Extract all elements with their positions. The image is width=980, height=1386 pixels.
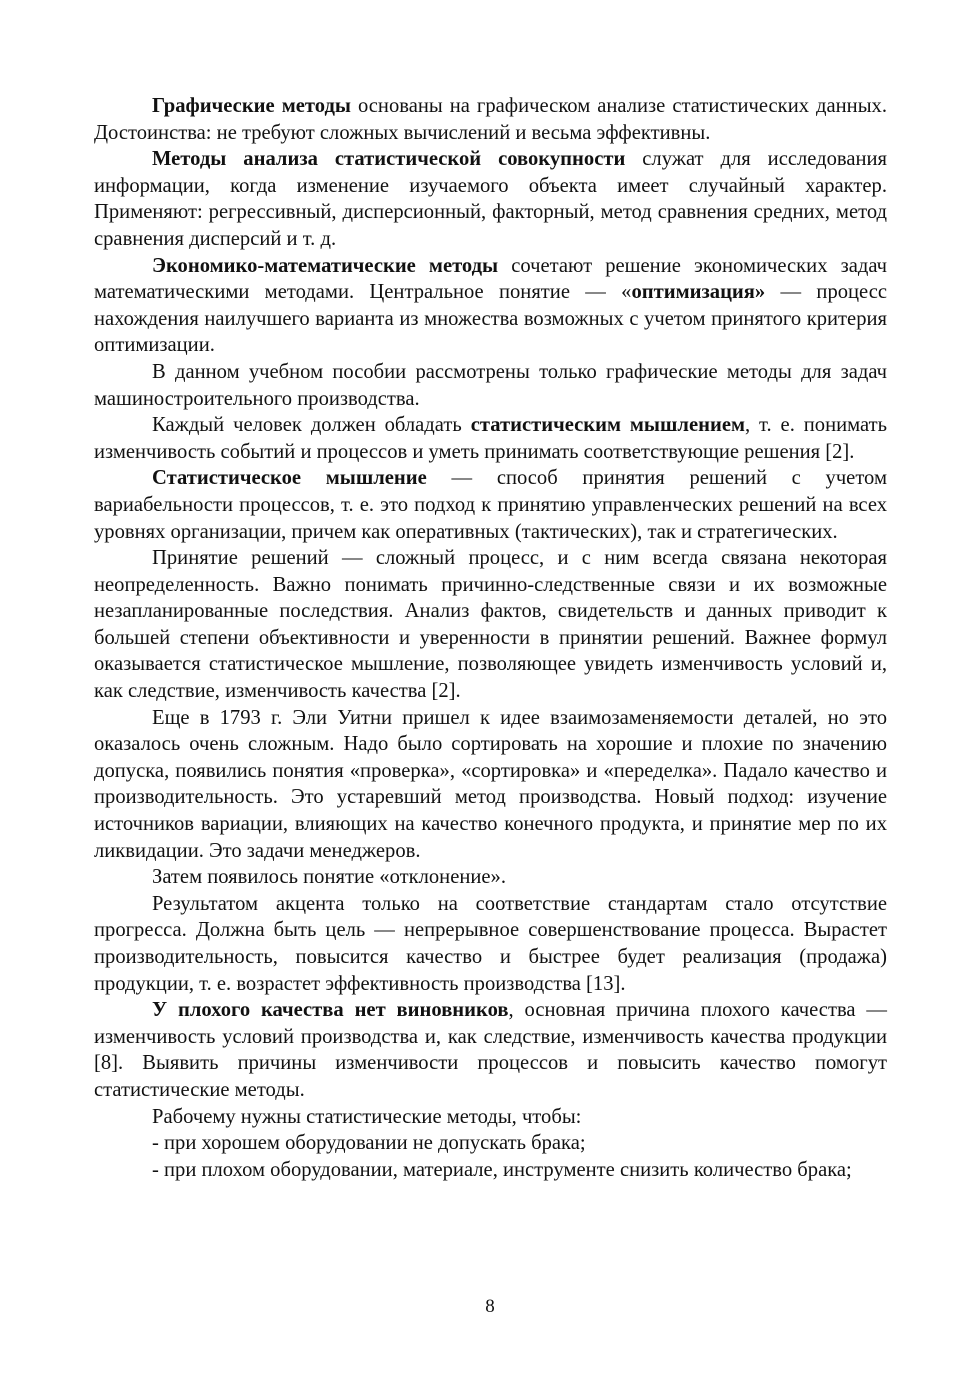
term-no-culprits: У плохого качества нет виновников	[152, 999, 509, 1022]
term-economic-math-methods: Экономико-математические методы	[152, 254, 499, 277]
term-statistical-thinking-definition: Статистическое мышление	[152, 467, 427, 490]
term-optimization: оптимизация»	[631, 281, 766, 304]
page-body	[94, 93, 887, 1183]
paragraph-eli-whitney: Еще в 1793 г. Эли Уитни пришел к идее взаимозаменяемости деталей, но это оказалось очень сложным. Надо было сортировать на хорошие и плохие по значению допуска, появились понятия «проверка», «сортировка» и «переделка». Падало качество и производительность. Это устаревший метод производства. Новый подход: изучение источников вариации, влияющих на качество конечного продукта, и принятие мер по их ликвидации. Это задачи менеджеров.	[94, 706, 887, 862]
page-number: 8	[485, 1296, 495, 1317]
paragraph-graphic-scope: В данном учебном пособии рассмотрены только графические методы для задач машиностроительного производства.	[94, 360, 887, 410]
paragraph-decision-making: Принятие решений — сложный процесс, и с ним всегда связана некоторая неопределенность. Важно понимать причинно-следственные связи и их возможные незапланированные последствия. Анализ фактов, свидетельств и данных приводит к большей степени объективности и уверенности в принятии решений. Важнее формул оказывается статистическое мышление, позволяющее увидеть изменчивость условий и, как следствие, изменчивость качества [2].	[94, 547, 887, 703]
list-item-good-equipment: - при хорошем оборудовании не допускать брака;	[152, 1132, 586, 1155]
paragraph-bad-quality: У плохого качества нет виновников, основная причина плохого качества — изменчивость условий производства и, как следствие, изменчивость качества продукции [8]. Выявить причины изменчивости процессов и повысить качество помогут статистические методы.	[94, 999, 887, 1101]
paragraph-deviation: Затем появилось понятие «отклонение».	[152, 866, 506, 889]
paragraph-economic-math-methods: Экономико-математические методы сочетают решение экономических задач математическими методами. Центральное понятие — «оптимизация» — процесс нахождения наилучшего варианта из множества возможных с учетом принятого критерия оптимизации.	[94, 254, 888, 357]
list-item-bad-equipment: - при плохом оборудовании, материале, инструменте снизить количество брака;	[152, 1158, 852, 1181]
paragraph-statistical-thinking-definition: Статистическое мышление — способ принятия решений с учетом вариабельности процессов, т. е. это подход к принятию управленческих решений на всех уровнях организации, причем как оперативных (тактических), так и стратегических.	[94, 467, 887, 543]
paragraph-standards-focus: Результатом акцента только на соответствие стандартам стало отсутствие прогресса. Должна быть цель — непрерывное совершенствование процесса. Вырастет производительность, повысится качество и быстрее будет реализация (продажа) продукции, т. е. возрастет эффективность производства [13].	[94, 892, 887, 995]
paragraph-statistical-population: Методы анализа статистической совокупности служат для исследования информации, когда изменение изучаемого объекта имеет случайный характер. Применяют: регрессивный, дисперсионный, факторный, метод сравнения средних, метод сравнения дисперсий и т. д.	[94, 148, 887, 250]
paragraph-statistical-thinking-intro: Каждый человек должен обладать статистическим мышлением, т. е. понимать изменчивость событий и процессов и уметь принимать соответствующие решения [2].	[94, 414, 888, 463]
paragraph-graphic-methods: Графические методы основаны на графическом анализе статистических данных. Достоинства: не требуют сложных вычислений и весьма эффективны.	[94, 95, 887, 144]
paragraph-worker-needs: Рабочему нужны статистические методы, чтобы:	[152, 1105, 582, 1128]
term-statistical-thinking: статистическим мышлением	[470, 414, 745, 437]
term-statistical-population: Методы анализа статистической совокупности	[152, 148, 626, 171]
term-graphic-methods: Графические методы	[152, 95, 351, 117]
